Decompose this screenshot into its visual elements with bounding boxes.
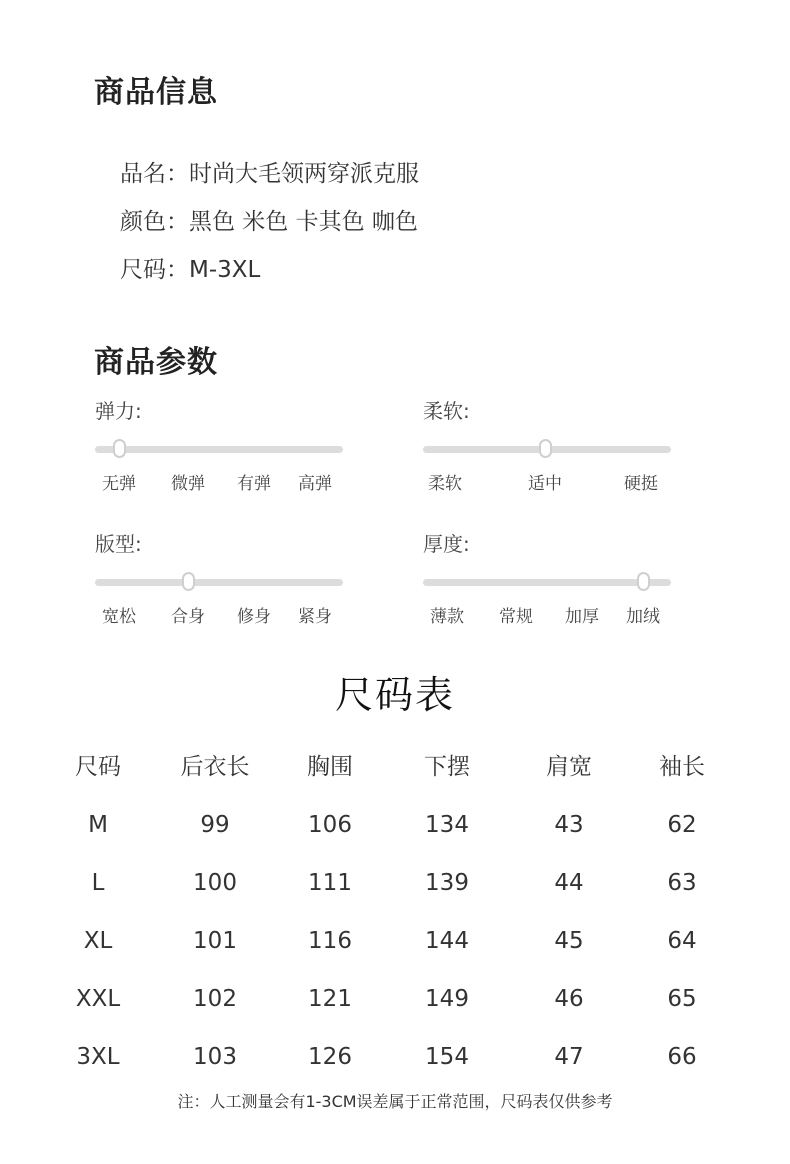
table-cell: 121 [308,986,352,1012]
table-header-cell: 下摆 [424,754,470,780]
info-label: 品名： [120,161,189,187]
table-cell: L [91,870,105,896]
table-cell: 63 [667,870,697,896]
info-value: M-3XL [189,257,261,283]
info-value: 时尚大毛领两穿派克服 [189,161,419,187]
param-option: 微弹 [171,474,205,494]
param-option: 常规 [499,607,533,627]
param-label: 厚度: [423,532,470,556]
table-cell: 111 [308,870,352,896]
table-cell: 65 [667,986,697,1012]
size-table-title: 尺码表 [334,673,455,717]
table-cell: 126 [308,1044,352,1070]
param-option: 有弹 [237,474,271,494]
table-cell: 149 [425,986,469,1012]
param-option: 加厚 [565,607,599,627]
param-option: 加绒 [626,607,660,627]
section-title-product-info: 商品信息 [94,75,218,110]
table-cell: 45 [554,928,584,954]
table-cell: M [88,812,108,838]
table-cell: 103 [193,1044,237,1070]
param-option: 修身 [237,607,271,627]
param-label: 版型: [95,532,142,556]
param-option: 合身 [171,607,205,627]
table-cell: 43 [554,812,584,838]
table-header-cell: 尺码 [75,754,121,780]
info-label: 尺码： [120,257,189,283]
table-header-cell: 胸围 [307,754,353,780]
param-option: 高弹 [298,474,332,494]
table-cell: 134 [425,812,469,838]
table-cell: XXL [75,986,121,1012]
table-cell: 44 [554,870,584,896]
param-option: 薄款 [430,607,464,627]
param-option: 适中 [528,474,562,494]
param-option: 无弹 [102,474,136,494]
table-header-cell: 肩宽 [546,754,592,780]
section-title-product-params: 商品参数 [94,345,218,380]
table-cell: 99 [200,812,230,838]
table-cell: 66 [667,1044,697,1070]
param-option: 柔软 [428,474,462,494]
table-cell: 101 [193,928,237,954]
param-label: 柔软: [423,399,470,423]
info-value: 黑色 米色 卡其色 咖色 [189,209,418,235]
table-cell: 46 [554,986,584,1012]
table-cell: 100 [193,870,237,896]
table-header-cell: 后衣长 [180,754,250,780]
table-cell: 116 [308,928,352,954]
param-label: 弹力: [95,399,142,423]
param-option: 紧身 [298,607,332,627]
table-cell: 102 [193,986,237,1012]
table-cell: 154 [425,1044,469,1070]
table-cell: 64 [667,928,697,954]
info-label: 颜色： [120,209,189,235]
table-cell: XL [83,928,113,954]
table-cell: 62 [667,812,697,838]
param-option: 硬挺 [624,474,658,494]
table-cell: 144 [425,928,469,954]
size-table-note: 注：人工测量会有1-3CM误差属于正常范围，尺码表仅供参考 [177,1092,613,1111]
table-cell: 47 [554,1044,584,1070]
param-option: 宽松 [102,607,136,627]
table-cell: 3XL [76,1044,120,1070]
table-cell: 139 [425,870,469,896]
table-header-cell: 袖长 [659,754,705,780]
table-cell: 106 [308,812,352,838]
